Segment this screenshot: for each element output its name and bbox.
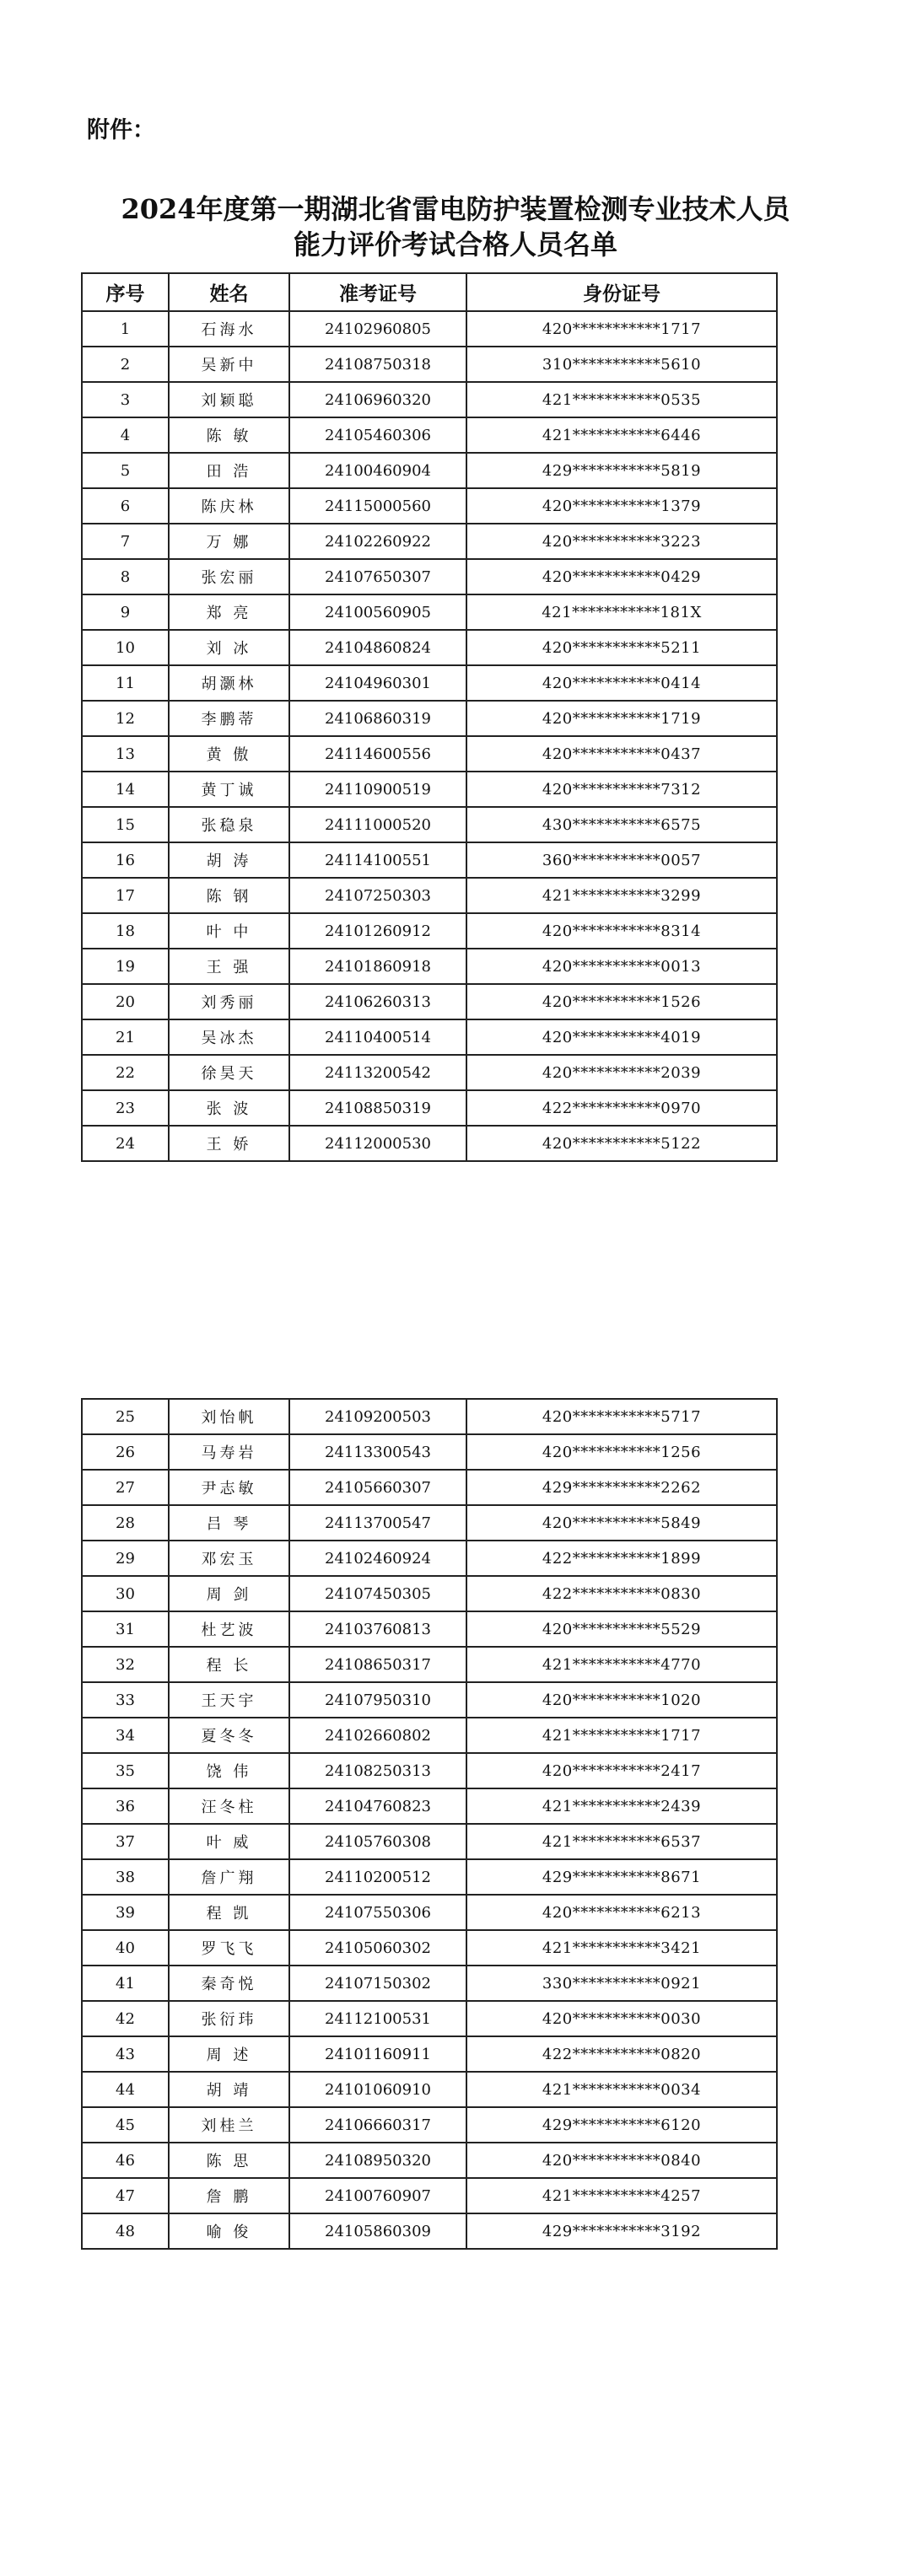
cell-id: 420***********0414 (466, 665, 777, 701)
table-row (82, 2001, 777, 2036)
cell-seq: 26 (82, 1434, 169, 1470)
table-header-row (82, 273, 777, 311)
cell-id: 429***********6120 (466, 2107, 777, 2143)
header-id: 身份证号 (466, 273, 777, 311)
cell-name: 石海水 (169, 311, 289, 347)
cell-seq: 2 (82, 347, 169, 382)
cell-seq: 43 (82, 2036, 169, 2072)
attachment-label: 附件： (87, 117, 155, 143)
cell-name: 徐昊天 (169, 1055, 289, 1090)
cell-name: 胡灏林 (169, 665, 289, 701)
table-body-part1 (82, 311, 777, 1161)
cell-id: 420***********5529 (466, 1611, 777, 1647)
cell-ticket: 24105060302 (289, 1930, 466, 1966)
cell-ticket: 24108850319 (289, 1090, 466, 1126)
cell-ticket: 24107550306 (289, 1895, 466, 1930)
cell-name: 张 波 (169, 1090, 289, 1126)
cell-name: 饶 伟 (169, 1753, 289, 1788)
table-row (82, 347, 777, 382)
cell-name: 胡 涛 (169, 842, 289, 878)
cell-ticket: 24106860319 (289, 701, 466, 736)
header-name: 姓名 (169, 273, 289, 311)
cell-id: 421***********6446 (466, 417, 777, 453)
cell-id: 421***********3299 (466, 878, 777, 913)
cell-seq: 36 (82, 1788, 169, 1824)
cell-name: 吴冰杰 (169, 1019, 289, 1055)
cell-name: 刘怡帆 (169, 1399, 289, 1434)
table-row (82, 878, 777, 913)
cell-seq: 32 (82, 1647, 169, 1682)
table-row (82, 1470, 777, 1505)
table-row (82, 913, 777, 949)
cell-name: 程 长 (169, 1647, 289, 1682)
cell-id: 422***********0820 (466, 2036, 777, 2072)
cell-ticket: 24104760823 (289, 1788, 466, 1824)
table-row (82, 524, 777, 559)
cell-seq: 16 (82, 842, 169, 878)
cell-name: 郑 亮 (169, 594, 289, 630)
cell-ticket: 24105460306 (289, 417, 466, 453)
cell-id: 420***********0030 (466, 2001, 777, 2036)
table-row (82, 1788, 777, 1824)
cell-ticket: 24107650307 (289, 559, 466, 594)
cell-name: 万 娜 (169, 524, 289, 559)
cell-ticket: 24114100551 (289, 842, 466, 878)
table-row (82, 1576, 777, 1611)
cell-id: 421***********4770 (466, 1647, 777, 1682)
cell-name: 周 剑 (169, 1576, 289, 1611)
cell-ticket: 24102460924 (289, 1541, 466, 1576)
cell-name: 罗飞飞 (169, 1930, 289, 1966)
cell-ticket: 24106260313 (289, 984, 466, 1019)
table-row (82, 1541, 777, 1576)
cell-id: 421***********3421 (466, 1930, 777, 1966)
table-row (82, 1090, 777, 1126)
cell-ticket: 24110400514 (289, 1019, 466, 1055)
cell-ticket: 24108950320 (289, 2143, 466, 2178)
cell-seq: 6 (82, 488, 169, 524)
cell-name: 程 凯 (169, 1895, 289, 1930)
table-row (82, 1126, 777, 1161)
cell-seq: 4 (82, 417, 169, 453)
cell-id: 420***********0840 (466, 2143, 777, 2178)
cell-seq: 34 (82, 1718, 169, 1753)
cell-seq: 19 (82, 949, 169, 984)
cell-id: 422***********1899 (466, 1541, 777, 1576)
cell-id: 429***********8671 (466, 1859, 777, 1895)
cell-id: 429***********2262 (466, 1470, 777, 1505)
table-row (82, 1399, 777, 1434)
table-row (82, 1647, 777, 1682)
cell-ticket: 24101860918 (289, 949, 466, 984)
results-table-part2 (81, 1398, 778, 2250)
cell-seq: 12 (82, 701, 169, 736)
cell-id: 420***********5717 (466, 1399, 777, 1434)
cell-name: 马寿岩 (169, 1434, 289, 1470)
cell-name: 王 娇 (169, 1126, 289, 1161)
cell-name: 黄 傲 (169, 736, 289, 772)
table-row (82, 1505, 777, 1541)
cell-id: 420***********3223 (466, 524, 777, 559)
cell-id: 360***********0057 (466, 842, 777, 878)
cell-ticket: 24102260922 (289, 524, 466, 559)
table-row (82, 807, 777, 842)
cell-id: 420***********1256 (466, 1434, 777, 1470)
cell-name: 吴新中 (169, 347, 289, 382)
table-row (82, 1682, 777, 1718)
cell-seq: 8 (82, 559, 169, 594)
table-row (82, 1019, 777, 1055)
cell-name: 叶 威 (169, 1824, 289, 1859)
cell-name: 陈 敏 (169, 417, 289, 453)
cell-id: 421***********6537 (466, 1824, 777, 1859)
cell-id: 420***********5122 (466, 1126, 777, 1161)
cell-id: 420***********8314 (466, 913, 777, 949)
cell-name: 张稳泉 (169, 807, 289, 842)
cell-seq: 10 (82, 630, 169, 665)
cell-seq: 13 (82, 736, 169, 772)
cell-seq: 15 (82, 807, 169, 842)
cell-ticket: 24113700547 (289, 1505, 466, 1541)
cell-ticket: 24109200503 (289, 1399, 466, 1434)
cell-ticket: 24107150302 (289, 1966, 466, 2001)
table-row (82, 453, 777, 488)
table-row (82, 984, 777, 1019)
cell-seq: 27 (82, 1470, 169, 1505)
cell-id: 421***********4257 (466, 2178, 777, 2213)
table-row (82, 736, 777, 772)
cell-name: 胡 靖 (169, 2072, 289, 2107)
cell-seq: 21 (82, 1019, 169, 1055)
table-row (82, 1718, 777, 1753)
cell-seq: 1 (82, 311, 169, 347)
table-row (82, 1859, 777, 1895)
cell-ticket: 24107450305 (289, 1576, 466, 1611)
cell-name: 陈庆林 (169, 488, 289, 524)
cell-name: 王 强 (169, 949, 289, 984)
cell-id: 420***********0429 (466, 559, 777, 594)
cell-name: 詹 鹏 (169, 2178, 289, 2213)
cell-id: 421***********2439 (466, 1788, 777, 1824)
table-row (82, 488, 777, 524)
cell-seq: 44 (82, 2072, 169, 2107)
cell-seq: 29 (82, 1541, 169, 1576)
cell-id: 420***********1717 (466, 311, 777, 347)
cell-seq: 41 (82, 1966, 169, 2001)
table-row (82, 559, 777, 594)
cell-seq: 9 (82, 594, 169, 630)
table-row (82, 1434, 777, 1470)
cell-id: 420***********0013 (466, 949, 777, 984)
cell-seq: 7 (82, 524, 169, 559)
cell-ticket: 24106960320 (289, 382, 466, 417)
results-table-part1 (81, 272, 778, 1162)
table-row (82, 1966, 777, 2001)
cell-id: 420***********1020 (466, 1682, 777, 1718)
table-row (82, 842, 777, 878)
header-ticket: 准考证号 (289, 273, 466, 311)
table-row (82, 949, 777, 984)
cell-seq: 40 (82, 1930, 169, 1966)
cell-name: 喻 俊 (169, 2213, 289, 2249)
table-row (82, 311, 777, 347)
cell-seq: 5 (82, 453, 169, 488)
table-row (82, 382, 777, 417)
table-row (82, 1895, 777, 1930)
cell-ticket: 24111000520 (289, 807, 466, 842)
cell-seq: 45 (82, 2107, 169, 2143)
cell-ticket: 24103760813 (289, 1611, 466, 1647)
cell-seq: 11 (82, 665, 169, 701)
cell-seq: 28 (82, 1505, 169, 1541)
table-row (82, 594, 777, 630)
cell-seq: 37 (82, 1824, 169, 1859)
cell-name: 刘秀丽 (169, 984, 289, 1019)
cell-seq: 17 (82, 878, 169, 913)
cell-seq: 18 (82, 913, 169, 949)
cell-name: 刘 冰 (169, 630, 289, 665)
cell-seq: 22 (82, 1055, 169, 1090)
table-row (82, 1930, 777, 1966)
cell-ticket: 24105860309 (289, 2213, 466, 2249)
table-row (82, 2178, 777, 2213)
cell-ticket: 24100560905 (289, 594, 466, 630)
table-row (82, 630, 777, 665)
cell-ticket: 24107250303 (289, 878, 466, 913)
table-row (82, 2072, 777, 2107)
cell-seq: 35 (82, 1753, 169, 1788)
table-row (82, 2036, 777, 2072)
cell-seq: 38 (82, 1859, 169, 1895)
cell-id: 421***********0535 (466, 382, 777, 417)
cell-name: 黄丁诚 (169, 772, 289, 807)
cell-seq: 47 (82, 2178, 169, 2213)
cell-id: 422***********0970 (466, 1090, 777, 1126)
cell-ticket: 24101160911 (289, 2036, 466, 2072)
table-row (82, 1824, 777, 1859)
cell-id: 420***********0437 (466, 736, 777, 772)
cell-name: 张衍玮 (169, 2001, 289, 2036)
cell-id: 429***********3192 (466, 2213, 777, 2249)
cell-ticket: 24108650317 (289, 1647, 466, 1682)
cell-id: 420***********5211 (466, 630, 777, 665)
header-seq: 序号 (82, 273, 169, 311)
cell-ticket: 24106660317 (289, 2107, 466, 2143)
cell-ticket: 24104860824 (289, 630, 466, 665)
cell-name: 杜艺波 (169, 1611, 289, 1647)
cell-seq: 20 (82, 984, 169, 1019)
cell-seq: 23 (82, 1090, 169, 1126)
cell-name: 张宏丽 (169, 559, 289, 594)
table-row (82, 1753, 777, 1788)
cell-ticket: 24114600556 (289, 736, 466, 772)
cell-id: 421***********1717 (466, 1718, 777, 1753)
cell-id: 422***********0830 (466, 1576, 777, 1611)
cell-id: 420***********2417 (466, 1753, 777, 1788)
table-row (82, 2213, 777, 2249)
cell-name: 秦奇悦 (169, 1966, 289, 2001)
cell-ticket: 24107950310 (289, 1682, 466, 1718)
cell-ticket: 24105760308 (289, 1824, 466, 1859)
cell-id: 420***********2039 (466, 1055, 777, 1090)
cell-name: 吕 琴 (169, 1505, 289, 1541)
cell-ticket: 24102960805 (289, 311, 466, 347)
cell-id: 420***********1379 (466, 488, 777, 524)
cell-seq: 30 (82, 1576, 169, 1611)
cell-id: 330***********0921 (466, 1966, 777, 2001)
cell-seq: 14 (82, 772, 169, 807)
cell-ticket: 24104960301 (289, 665, 466, 701)
cell-id: 420***********1526 (466, 984, 777, 1019)
cell-id: 420***********6213 (466, 1895, 777, 1930)
cell-name: 汪冬柱 (169, 1788, 289, 1824)
cell-name: 尹志敏 (169, 1470, 289, 1505)
cell-ticket: 24101060910 (289, 2072, 466, 2107)
cell-id: 310***********5610 (466, 347, 777, 382)
cell-ticket: 24110200512 (289, 1859, 466, 1895)
cell-id: 421***********181X (466, 594, 777, 630)
cell-name: 刘颖聪 (169, 382, 289, 417)
cell-ticket: 24113200542 (289, 1055, 466, 1090)
cell-ticket: 24108750318 (289, 347, 466, 382)
cell-ticket: 24115000560 (289, 488, 466, 524)
cell-seq: 42 (82, 2001, 169, 2036)
page-title-line1: 2024年度第一期湖北省雷电防护装置检测专业技术人员 (121, 193, 790, 225)
cell-ticket: 24100760907 (289, 2178, 466, 2213)
cell-ticket: 24112100531 (289, 2001, 466, 2036)
cell-ticket: 24108250313 (289, 1753, 466, 1788)
cell-name: 邓宏玉 (169, 1541, 289, 1576)
cell-name: 李鹏蒂 (169, 701, 289, 736)
cell-name: 田 浩 (169, 453, 289, 488)
cell-ticket: 24100460904 (289, 453, 466, 488)
table-row (82, 417, 777, 453)
page-title-line2: 能力评价考试合格人员名单 (293, 229, 617, 261)
cell-name: 王天宇 (169, 1682, 289, 1718)
cell-id: 430***********6575 (466, 807, 777, 842)
cell-seq: 33 (82, 1682, 169, 1718)
cell-name: 夏冬冬 (169, 1718, 289, 1753)
table-row (82, 1611, 777, 1647)
cell-id: 429***********5819 (466, 453, 777, 488)
cell-ticket: 24113300543 (289, 1434, 466, 1470)
cell-id: 420***********7312 (466, 772, 777, 807)
table-row (82, 701, 777, 736)
cell-seq: 3 (82, 382, 169, 417)
table-body-part2 (82, 1399, 777, 2249)
cell-id: 420***********1719 (466, 701, 777, 736)
cell-ticket: 24102660802 (289, 1718, 466, 1753)
cell-name: 叶 中 (169, 913, 289, 949)
cell-name: 周 述 (169, 2036, 289, 2072)
cell-id: 421***********0034 (466, 2072, 777, 2107)
table-row (82, 665, 777, 701)
cell-ticket: 24112000530 (289, 1126, 466, 1161)
cell-seq: 25 (82, 1399, 169, 1434)
cell-seq: 31 (82, 1611, 169, 1647)
cell-seq: 46 (82, 2143, 169, 2178)
cell-seq: 39 (82, 1895, 169, 1930)
cell-seq: 24 (82, 1126, 169, 1161)
table-row (82, 2143, 777, 2178)
cell-id: 420***********5849 (466, 1505, 777, 1541)
cell-name: 刘桂兰 (169, 2107, 289, 2143)
table-row (82, 1055, 777, 1090)
table-row (82, 772, 777, 807)
cell-ticket: 24110900519 (289, 772, 466, 807)
cell-name: 陈 钢 (169, 878, 289, 913)
cell-ticket: 24101260912 (289, 913, 466, 949)
table-row (82, 2107, 777, 2143)
cell-id: 420***********4019 (466, 1019, 777, 1055)
cell-ticket: 24105660307 (289, 1470, 466, 1505)
cell-name: 陈 思 (169, 2143, 289, 2178)
cell-seq: 48 (82, 2213, 169, 2249)
cell-name: 詹广翔 (169, 1859, 289, 1895)
